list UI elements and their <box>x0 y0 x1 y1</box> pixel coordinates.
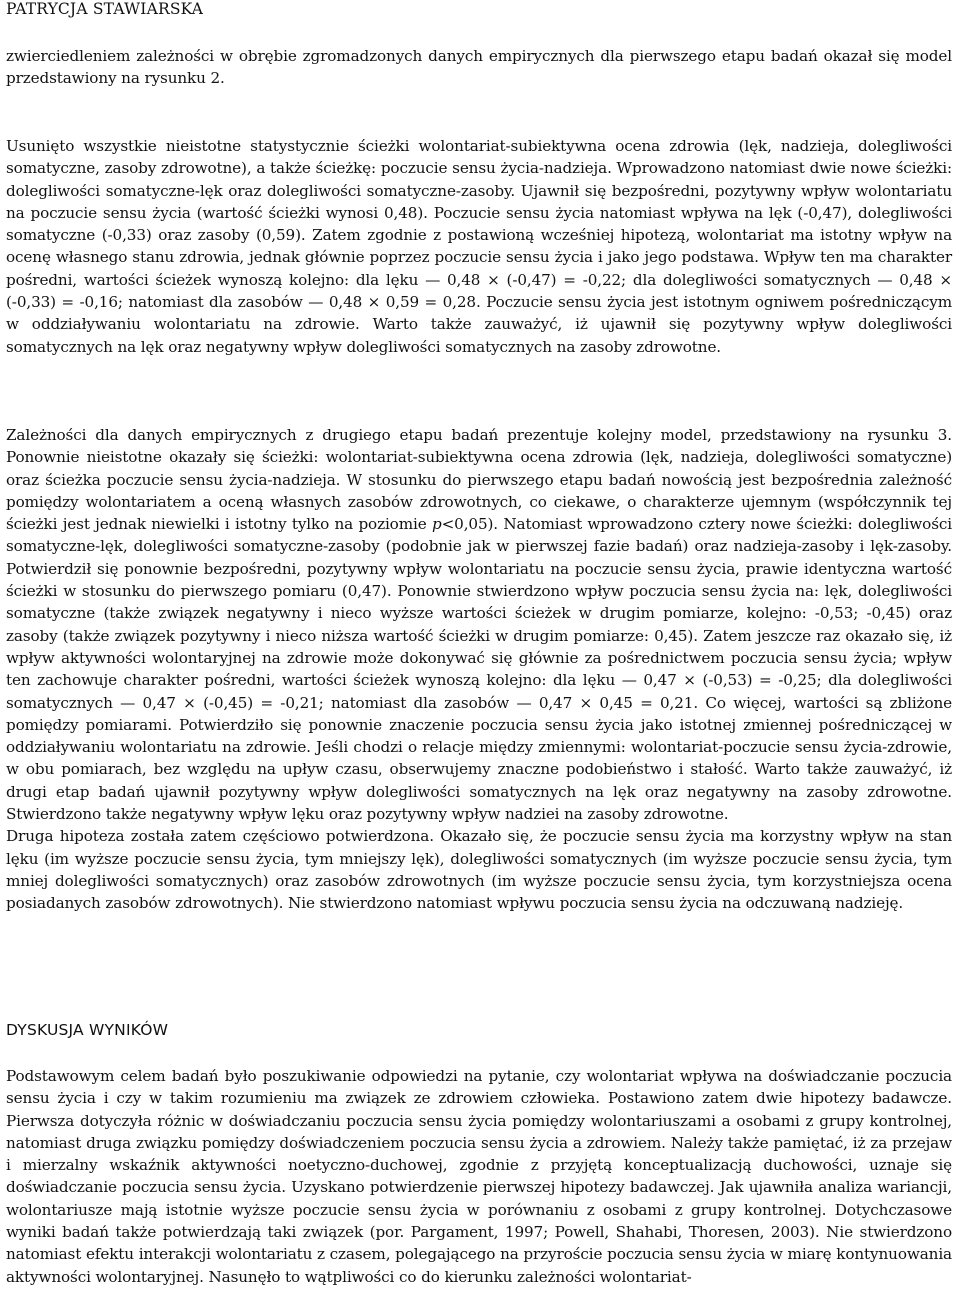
paragraph-discussion: Podstawowym celem badań było poszukiwanie odpowiedzi na pytanie, czy wolontariat wpływa na doświadczanie poczucia sensu życia i czy w takim rozumieniu ma związek ze zdrowiem człowieka. Postawiono zatem dwie hipotezy badawcze. Pierwsza dotyczyła różnic w doświadczaniu poczucia sensu życia pomiędzy wolontariuszami a osobami z grupy kontrolnej, natomiast druga związku pomiędzy doświadczeniem poczucia sensu życia a zdrowiem. Należy także pamiętać, iż za przejaw i mierzalny wskaźnik aktywności noetyczno-duchowej, zgodnie z przyjętą konceptualizacją duchowości, uznaje się doświadczanie poczucia sensu życia. Uzyskano potwierdzenie pierwszej hipotezy badawczej. Jak ujawniła analiza wariancji, wolontariusze mają istotnie wyższe poczucie sensu życia w porównaniu z osobami z grupy kontrolnej. Dotychczasowe wyniki badań także potwierdzają taki związek (por. Pargament, 1997; Powell, Shahabi, Thoresen, 2003). Nie stwierdzono natomiast efektu interakcji wolontariatu z czasem, polegającego na przyroście poczucia sensu życia w miarę kontynuowania aktywności wolontaryjnej. Nasunęło to wątpliwości co do kierunku zależności wolontariat- <box>6 1067 952 1286</box>
paragraph-stage-two-text-b: <0,05). Natomiast wprowadzono cztery nowe ścieżki: dolegliwości somatyczne-lęk, dolegliwości somatyczne-zasoby (podobnie jak w pierwszej fazie badań) oraz nadzieja-zasoby i lęk-zasoby. Potwierdził się ponownie bezpośredni, pozytywny wpływ wolontariatu na poczucie sensu życia, prawie identyczna wartość ścieżki w stosunku do pierwszego pomiaru (0,47). Ponownie stwierdzono wpływ poczucia sensu życia na: lęk, dolegliwości somatyczne (także związek negatywny i nieco wyższe wartości ścieżek w drugim pomiarze, kolejno: -0,53; -0,45) oraz zasoby (także związek pozytywny i nieco niższa wartość ścieżki w drugim pomiarze: 0,45). Zatem jeszcze raz okazało się, iż wpływ aktywności wolontaryjnej na zdrowie może dokonywać się głównie za pośrednictwem poczucia sensu życia; wpływ ten zachowuje charakter pośredni, wartości ścieżek wynoszą kolejno: dla lęku — 0,47 × (-0,53) = -0,25; dla dolegliwości somatycznych — 0,47 × (-0,45) = -0,21; natomiast dla zasobów — 0,47 × 0,45 = 0,21. Co więcej, wartości są zbliżone pomiędzy pomiarami. Potwierdziło się ponownie znaczenie poczucia sensu życia jako istotnej zmiennej pośredniczącej w oddziaływaniu wolontariatu na zdrowie. Jeśli chodzi o relacje między zmiennymi: wolontariat-poczucie sensu życia-zdrowie, w obu pomiarach, bez względu na upływ czasu, obserwujemy znaczne podobieństwo i stałość. Warto także zauważyć, iż drugi etap badań ujawnił pozytywny wpływ dolegliwości somatycznych na lęk oraz negatywny na zasoby zdrowotne. Stwierdzono także negatywny wpływ lęku oraz pozytywny wpływ nadziei na zasoby zdrowotne. <box>6 515 952 824</box>
paragraph-stage-two-results <box>6 424 952 915</box>
paragraph-stage-one-results: Usunięto wszystkie nieistotne statystycznie ścieżki wolontariat-subiektywna ocena zdrowia (lęk, nadzieja, dolegliwości somatyczne, zasoby zdrowotne), a także ścieżkę: poczucie sensu życia-nadzieja. Wprowadzono natomiast dwie nowe ścieżki: dolegliwości somatyczne-lęk oraz dolegliwości somatyczne-zasoby. Ujawnił się bezpośredni, pozytywny wpływ wolontariatu na poczucie sensu życia (wartość ścieżki wynosi 0,48). Poczucie sensu życia natomiast wpływa na lęk (-0,47), dolegliwości somatyczne (-0,33) oraz zasoby (0,59). Zatem zgodnie z postawioną wcześniej hipotezą, wolontariat ma istotny wpływ na ocenę własnego stanu zdrowia, jednak głównie poprzez poczucie sensu życia i jako jego podstawa. Wpływ ten ma charakter pośredni, wartości ścieżek wynoszą kolejno: dla lęku — 0,48 × (-0,47) = -0,22; dla dolegliwości somatycznych — 0,48 × (-0,33) = -0,16; natomiast dla zasobów — 0,48 × 0,59 = 0,28. Poczucie sensu życia jest istotnym ogniwem pośredniczącym w oddziaływaniu wolontariatu na zdrowie. Warto także zauważyć, iż ujawnił się pozytywny wpływ dolegliwości somatycznych na lęk oraz negatywny wpływ dolegliwości somatycznych na zasoby zdrowotne. <box>6 137 952 356</box>
p-value-symbol: p <box>431 515 442 534</box>
paragraph-intro: zwierciedleniem zależności w obrębie zgromadzonych danych empirycznych dla pierwszego etapu badań okazał się model przedstawiony na rysunku 2. <box>6 47 952 88</box>
paragraph-hypothesis-two-conclusion: Druga hipoteza została zatem częściowo potwierdzona. Okazało się, że poczucie sensu życia ma korzystny wpływ na stan lęku (im wyższe poczucie sensu życia, tym mniejszy lęk), dolegliwości somatycznych (im wyższe poczucie sensu życia, tym mniej dolegliwości somatycznych) oraz zasobów zdrowotnych (im wyższe poczucie sensu życia, tym korzystniejsza ocena posiadanych zasobów zdrowotnych). Nie stwierdzono natomiast wpływu poczucia sensu życia na odczuwaną nadzieję. <box>6 827 952 913</box>
paragraph-stage-two-text-a: Zależności dla danych empirycznych z drugiego etapu badań prezentuje kolejny model, przedstawiony na rysunku 3. Ponownie nieistotne okazały się ścieżki: wolontariat-subiektywna ocena zdrowia (lęk, nadzieja, dolegliwości somatyczne) oraz ścieżka poczucie sensu życia-nadzieja. W stosunku do pierwszego etapu badań nowością jest bezpośrednia zależność pomiędzy wolontariatem a oceną własnych zasobów zdrowotnych, co ciekawe, o charakterze ujemnym (współczynnik tej ścieżki jest jednak niewielki i istotny tylko na poziomie <box>6 426 952 534</box>
running-header-author: PATRYCJA STAWIARSKA <box>6 0 204 18</box>
section-heading-discussion: DYSKUSJA WYNIKÓW <box>6 1021 169 1039</box>
